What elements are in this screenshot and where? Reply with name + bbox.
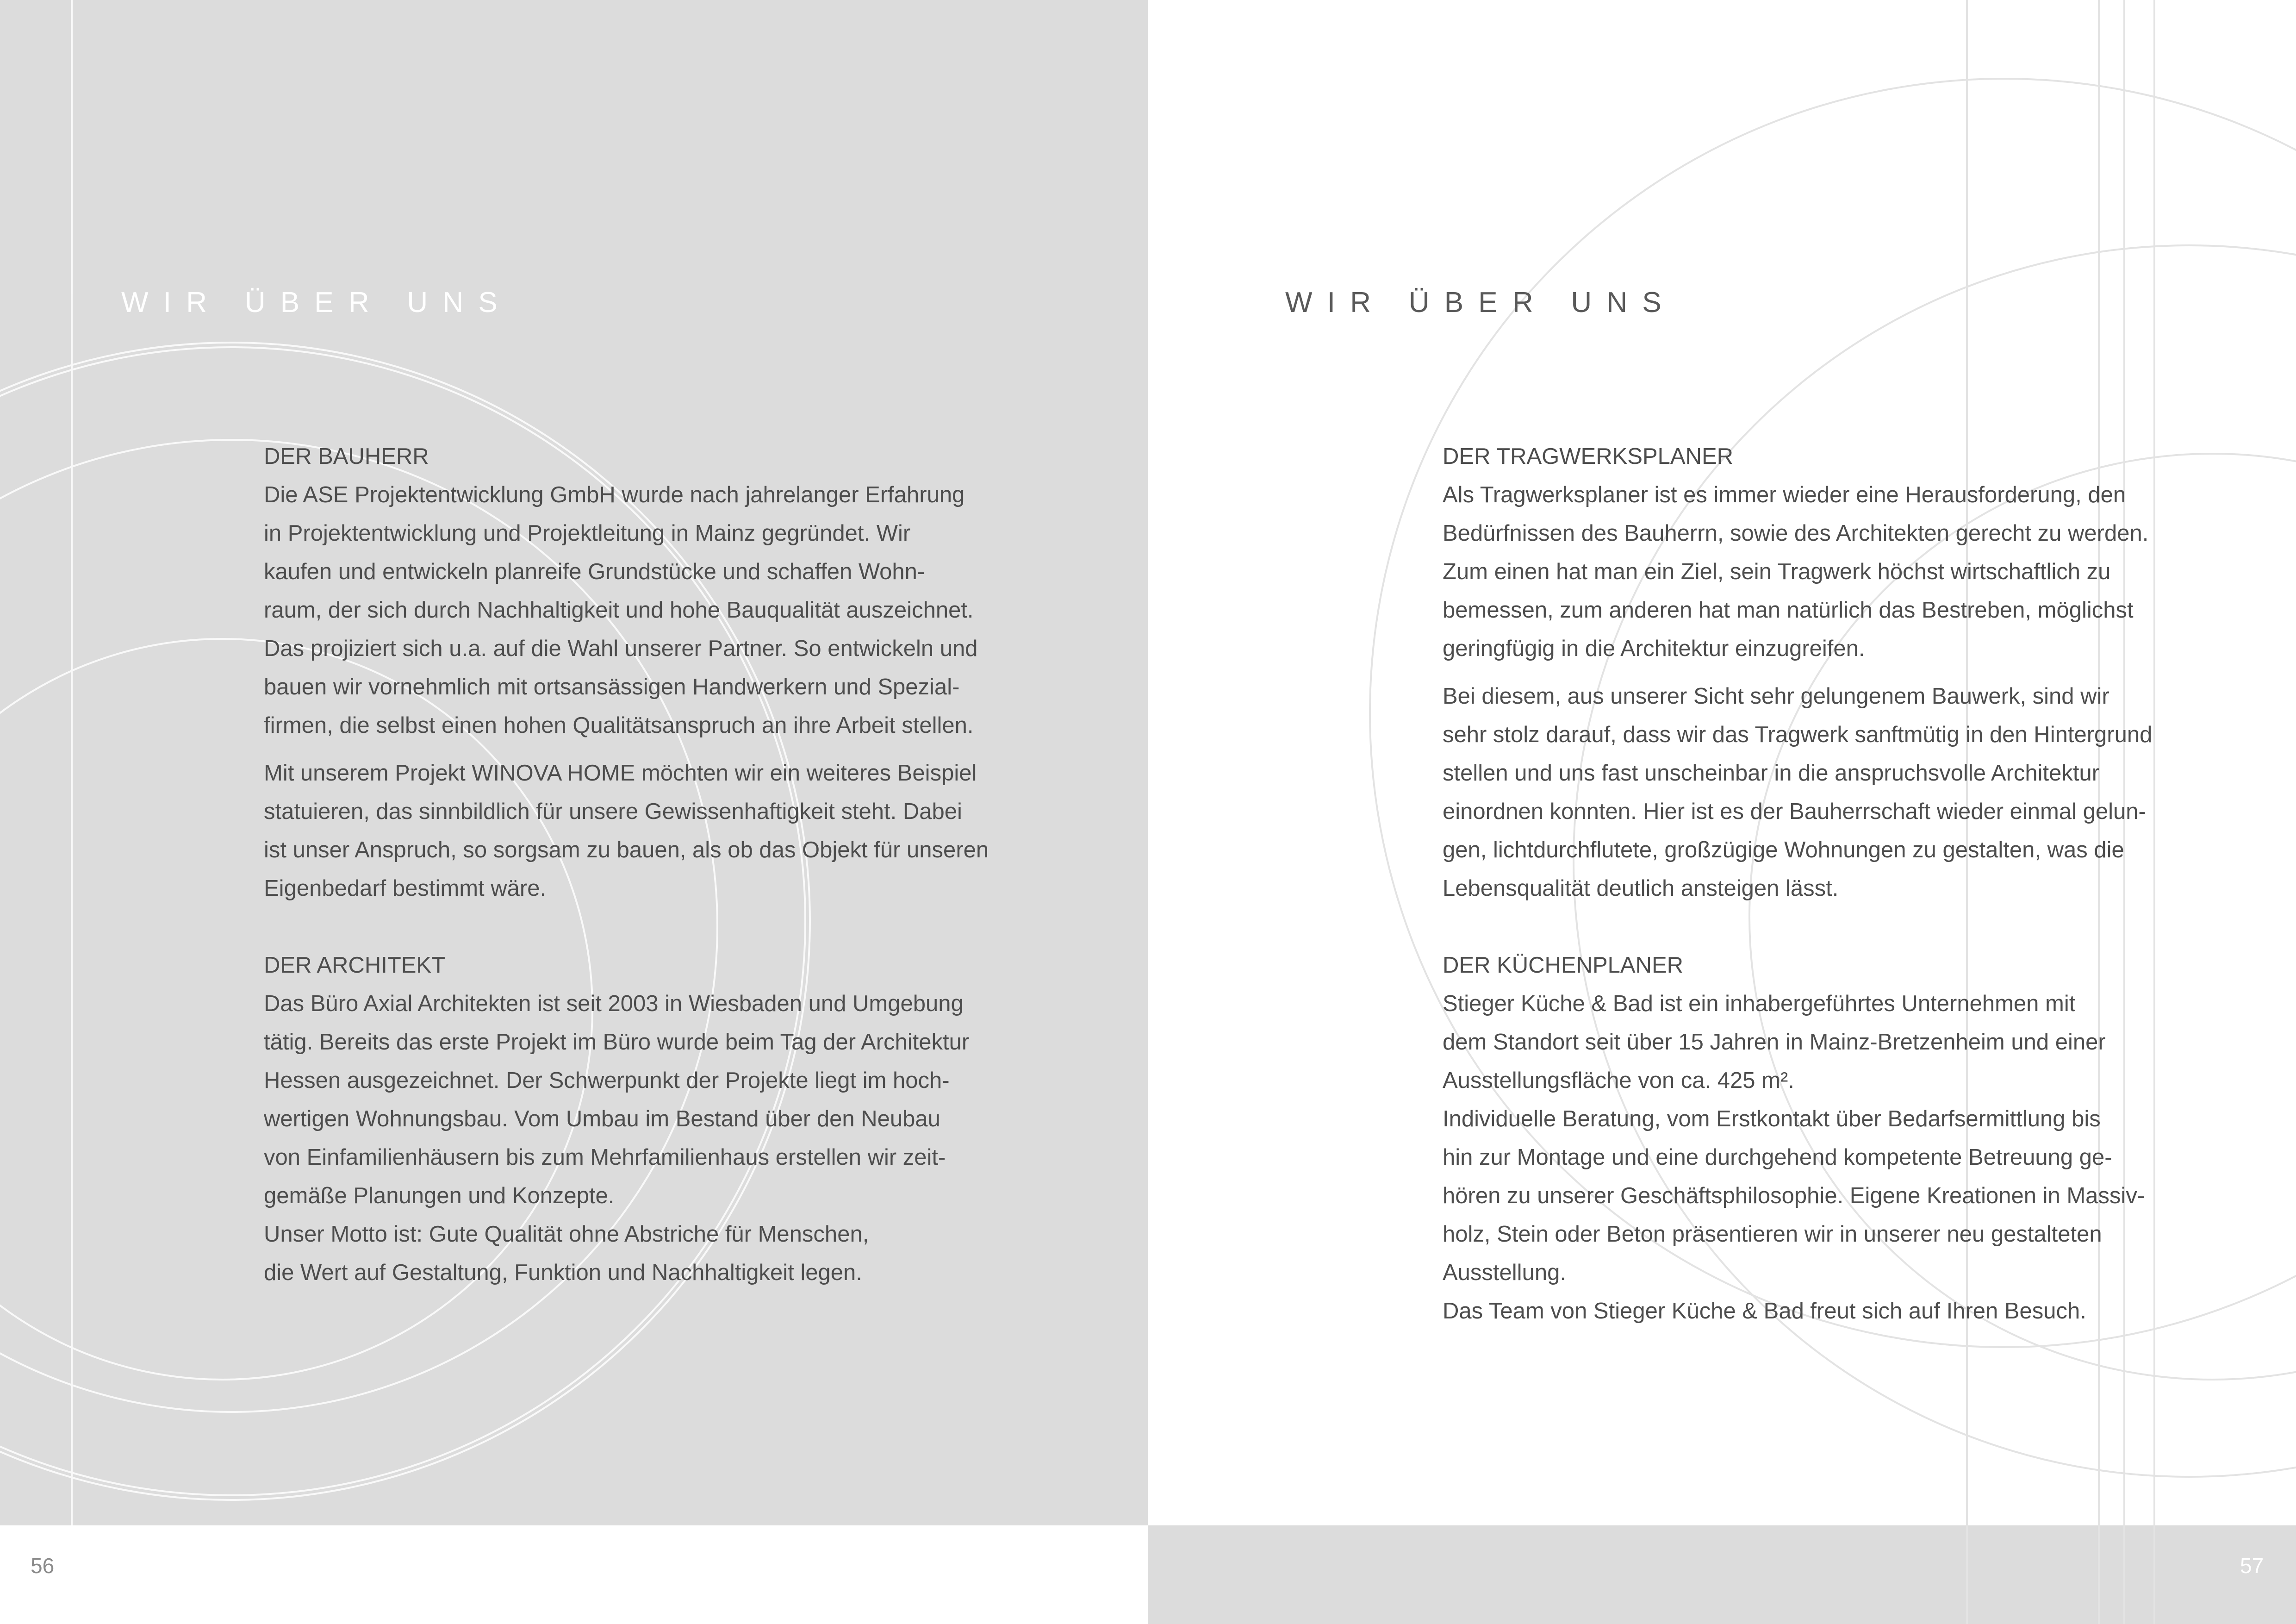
text-line: Hessen ausgezeichnet. Der Schwerpunkt der Projekte liegt im hoch- (264, 1068, 950, 1093)
text-line: Lebensqualität deutlich ansteigen lässt. (1443, 876, 1839, 901)
text-line: in Projektentwicklung und Projektleitung in Mainz gegründet. Wir (264, 521, 911, 546)
body-paragraph (264, 985, 995, 1292)
page-number: 56 (31, 1554, 55, 1578)
text-line: stellen und uns fast unscheinbar in die anspruchsvolle Architektur (1443, 761, 2100, 786)
text-line: wertigen Wohnungsbau. Vom Umbau im Bestand über den Neubau (264, 1106, 940, 1131)
text-line: gen, lichtdurchflutete, großzügige Wohnungen zu gestalten, was die (1443, 837, 2124, 862)
body-paragraph (1443, 677, 2174, 908)
text-line: Eigenbedarf bestimmt wäre. (264, 876, 547, 901)
text-line: von Einfamilienhäusern bis zum Mehrfamilienhaus erstellen wir zeit- (264, 1145, 946, 1170)
text-line: Die ASE Projektentwicklung GmbH wurde nach jahrelanger Erfahrung (264, 482, 965, 507)
body-paragraph (1443, 476, 2174, 668)
text-line: Bei diesem, aus unserer Sicht sehr gelungenem Bauwerk, sind wir (1443, 684, 2109, 709)
text-line: bemessen, zum anderen hat man natürlich das Bestreben, möglichst (1443, 598, 2134, 623)
text-line: Zum einen hat man ein Ziel, sein Tragwerk höchst wirtschaftlich zu (1443, 559, 2111, 584)
text-line: statuieren, das sinnbildlich für unsere Gewissenhaftigkeit steht. Dabei (264, 799, 962, 824)
text-section (1443, 437, 2174, 908)
text-line: Ausstellung. (1443, 1260, 1566, 1285)
section-title: DER BAUHERR (264, 444, 429, 469)
text-line: firmen, die selbst einen hohen Qualitätsanspruch an ihre Arbeit stellen. (264, 713, 974, 738)
text-line: Ausstellungsfläche von ca. 425 m². (1443, 1068, 1794, 1093)
text-line: dem Standort seit über 15 Jahren in Mainz-Bretzenheim und einer (1443, 1030, 2106, 1055)
text-line: ist unser Anspruch, so sorgsam zu bauen, als ob das Objekt für unseren (264, 837, 989, 862)
body-paragraph (264, 754, 995, 908)
text-line: Bedürfnissen des Bauherrn, sowie des Architekten gerecht zu werden. (1443, 521, 2149, 546)
text-section (264, 437, 995, 908)
page-heading: WIR ÜBER UNS (1285, 287, 1677, 319)
text-line: Als Tragwerksplaner ist es immer wieder eine Herausforderung, den (1443, 482, 2126, 507)
text-section (1443, 946, 2174, 1330)
text-line: Das Team von Stieger Küche & Bad freut sich auf Ihren Besuch. (1443, 1299, 2086, 1324)
text-line: die Wert auf Gestaltung, Funktion und Nachhaltigkeit legen. (264, 1260, 862, 1285)
text-line: Mit unserem Projekt WINOVA HOME möchten wir ein weiteres Beispiel (264, 761, 977, 786)
text-line: Individuelle Beratung, vom Erstkontakt über Bedarfsermittlung bis (1443, 1106, 2101, 1131)
text-line: raum, der sich durch Nachhaltigkeit und hohe Bauqualität auszeichnet. (264, 598, 974, 623)
text-line: sehr stolz darauf, dass wir das Tragwerk sanftmütig in den Hintergrund (1443, 722, 2153, 747)
text-line: Stieger Küche & Bad ist ein inhabergeführtes Unternehmen mit (1443, 991, 2076, 1016)
page-heading: WIR ÜBER UNS (121, 287, 513, 319)
text-line: gemäße Planungen und Konzepte. (264, 1183, 615, 1208)
page-number: 57 (2240, 1554, 2264, 1578)
right-page (1148, 0, 2296, 1624)
text-line: Das projiziert sich u.a. auf die Wahl unserer Partner. So entwickeln und (264, 636, 978, 661)
body-paragraph (1443, 985, 2174, 1330)
text-line: einordnen konnten. Hier ist es der Bauherrschaft wieder einmal gelun- (1443, 799, 2146, 824)
text-line: holz, Stein oder Beton präsentieren wir in unserer neu gestalteten (1443, 1222, 2102, 1247)
body-paragraph (264, 476, 995, 745)
section-title: DER TRAGWERKSPLANER (1443, 444, 1734, 469)
text-line: Unser Motto ist: Gute Qualität ohne Abstriche für Menschen, (264, 1222, 869, 1247)
text-line: geringfügig in die Architektur einzugreifen. (1443, 636, 1865, 661)
left-text-column (264, 437, 995, 1292)
text-line: tätig. Bereits das erste Projekt im Büro wurde beim Tag der Architektur (264, 1030, 970, 1055)
text-line: bauen wir vornehmlich mit ortsansässigen Handwerkern und Spezial- (264, 675, 960, 700)
section-title: DER KÜCHENPLANER (1443, 953, 1684, 978)
text-line: Das Büro Axial Architekten ist seit 2003 in Wiesbaden und Umgebung (264, 991, 964, 1016)
right-gray-footer (1148, 1525, 2296, 1624)
text-line: kaufen und entwickeln planreife Grundstücke und schaffen Wohn- (264, 559, 925, 584)
right-text-column (1443, 437, 2174, 1330)
text-section (264, 946, 995, 1292)
text-line: hören zu unserer Geschäftsphilosophie. Eigene Kreationen in Massiv- (1443, 1183, 2145, 1208)
section-title: DER ARCHITEKT (264, 953, 446, 978)
text-line: hin zur Montage und eine durchgehend kompetente Betreuung ge- (1443, 1145, 2112, 1170)
